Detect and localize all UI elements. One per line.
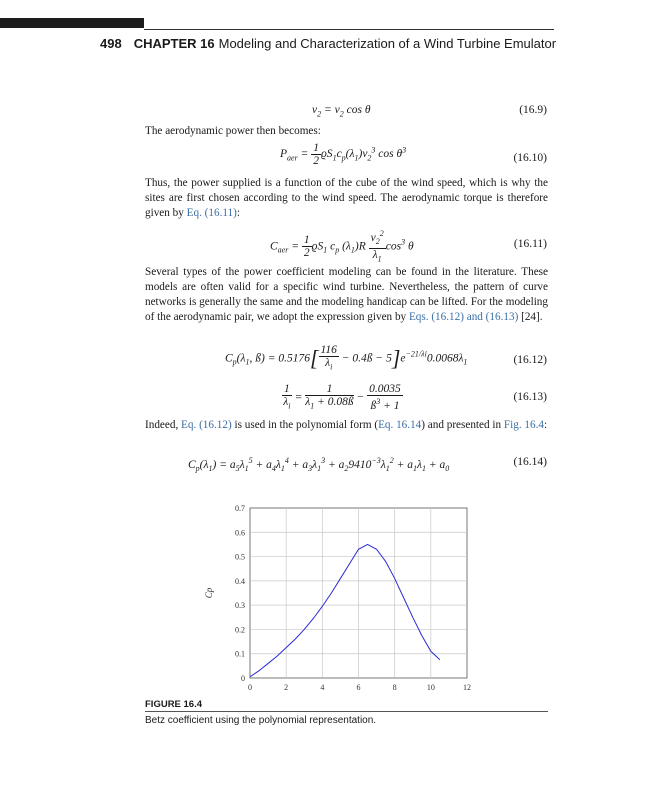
- y-tick-label: 0.2: [235, 625, 245, 635]
- equation-16-9: $v_2 = v_2$ cos θ: [312, 104, 371, 119]
- equation-16-11: $C_{aer}$ = $\frac{1}{2}$ $ϱS_1$ $c_p$ $(\lambda_1)R$ $\frac{v_2^2}{\lambda_1}$ $\cos^3 \theta$: [270, 229, 414, 264]
- equation-16-10: $P_{aer}$ = $\frac{1}{2}$ $ϱS_1c_p(\lambda_1)v_2^3$ $\cos \theta^3$: [280, 142, 407, 167]
- y-tick-label: 0.6: [235, 528, 245, 538]
- equation-number-16-9: (16.9): [519, 104, 547, 116]
- equation-16-12: $C_p(\lambda_1$, ß) = 0.5176[ $\frac{116}{\lambda_i}$ − 0.4ß − $5]e^{-21/\lambda i}0.0068\lambda_1$: [225, 344, 468, 372]
- x-tick-label: 0: [248, 683, 252, 692]
- figure-label: FIGURE 16.4: [145, 699, 203, 710]
- link-eq-16-12[interactable]: Eq. (16.12): [181, 419, 232, 431]
- x-tick-label: 12: [463, 683, 471, 692]
- y-tick-label: 0: [241, 674, 245, 683]
- paragraph-4-c: ) and presented in: [421, 419, 504, 431]
- page-number: 498: [100, 36, 122, 51]
- paragraph-4-d: :: [544, 419, 548, 431]
- paragraph-3-text: Several types of the power coefficient modeling can be found in the literature. These models are often valid for a specific wind turbine. Nevertheless, the pattern of curve networks is generally the same and the modeling handicap can be lifted. For the modeling of the aerodynamic pair, we adopt the expression given by: [145, 266, 548, 323]
- figure-caption-rule: [145, 711, 548, 712]
- running-head: [100, 36, 556, 51]
- x-tick-label: 4: [320, 683, 325, 692]
- x-tick-label: 6: [356, 683, 361, 692]
- equation-number-16-14: (16.14): [513, 456, 547, 468]
- link-eqs-16-12-16-13[interactable]: Eqs. (16.12) and (16.13): [408, 311, 519, 323]
- equation-number-16-12: (16.12): [513, 354, 547, 366]
- equation-number-16-13: (16.13): [513, 391, 547, 403]
- paragraph-1: The aerodynamic power then becomes:: [145, 125, 321, 137]
- y-tick-label: 0.4: [235, 576, 245, 586]
- paragraph-2-text: Thus, the power supplied is a function of the cube of the wind speed, which is why the sites are first chosen according to the wind speed. The aerodynamic torque is therefore given by: [145, 177, 548, 219]
- chapter-label: CHAPTER 16: [133, 36, 215, 51]
- y-tick-label: 0.3: [235, 601, 245, 611]
- paragraph-2: [145, 176, 548, 221]
- y-tick-label: 0.5: [235, 552, 245, 562]
- link-eq-16-14[interactable]: Eq. 16.14: [378, 419, 422, 431]
- x-tick-label: 10: [426, 683, 435, 692]
- figure-16-4-chart: [200, 500, 490, 695]
- y-axis-label: Cp: [204, 587, 214, 599]
- figure-caption: Betz coefficient using the polynomial representation.: [145, 715, 377, 726]
- equation-number-16-10: (16.10): [513, 152, 547, 164]
- link-eq-16-11[interactable]: Eq. (16.11): [186, 207, 237, 219]
- paragraph-2-end: :: [236, 207, 240, 219]
- paragraph-3-ref: [24].: [518, 311, 543, 323]
- x-tick-label: 8: [392, 683, 397, 692]
- header-rule: [144, 29, 554, 30]
- y-tick-label: 0.1: [235, 649, 245, 659]
- y-tick-label: 0.7: [235, 504, 245, 513]
- equation-16-13: $\frac{1}{\lambda_i}$ = $\frac{1}{\lambda_1 + 0.08ß}$ − $\frac{0.0035}{ß^3 + 1}$: [283, 383, 401, 413]
- header-bar: [0, 18, 144, 28]
- paragraph-4-b: is used in the polynomial form (: [231, 419, 379, 431]
- x-tick-label: 2: [284, 683, 289, 692]
- equation-16-14: $C_p(\lambda_1) = a_5\lambda_1^5 + a_4\lambda_1^4 + a_3\lambda_1^3 + a_29410^{-3}\lambda_1^2 + a_1\lambda_1 + a_0$: [188, 456, 450, 474]
- equation-number-16-11: (16.11): [513, 238, 547, 250]
- paragraph-3: [145, 265, 548, 325]
- paragraph-4: [145, 418, 548, 433]
- paragraph-4-a: Indeed,: [145, 419, 182, 431]
- link-fig-16-4[interactable]: Fig. 16.4: [503, 419, 545, 431]
- chapter-title: Modeling and Characterization of a Wind Turbine Emulator: [218, 36, 557, 51]
